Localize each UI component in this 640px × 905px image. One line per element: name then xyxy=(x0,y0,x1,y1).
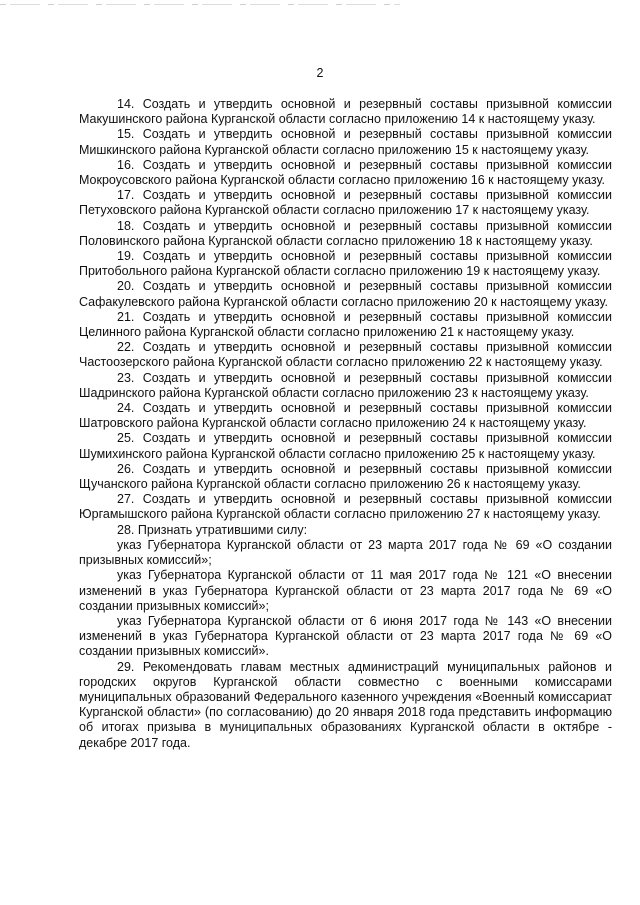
paragraph-27: 27. Создать и утвердить основной и резервный составы призывной комиссии Юргамышского района Курганской области согласно приложению 27 к настоящему указу. xyxy=(79,492,612,522)
paragraph-21: 21. Создать и утвердить основной и резервный составы призывной комиссии Целинного района Курганской области согласно приложению 21 к настоящему указу. xyxy=(79,309,612,340)
paragraph-28-item-3: указ Губернатора Курганской области от 6 июня 2017 года № 143 «О внесении изменений в указ Губернатора Курганской области от 23 марта 2017 года № 69 «О создании призывных комиссий». xyxy=(79,613,612,659)
scan-artifact-line xyxy=(0,4,400,5)
document-body xyxy=(79,97,612,751)
paragraph-16: 16. Создать и утвердить основной и резервный составы призывной комиссии Мокроусовского района Курганской области согласно приложению 16 к настоящему указу. xyxy=(79,157,612,188)
paragraph-14: 14. Создать и утвердить основной и резервный составы призывной комиссии Макушинского района Курганской области согласно приложению 14 к настоящему указу. xyxy=(79,97,612,127)
paragraph-15: 15. Создать и утвердить основной и резервный составы призывной комиссии Мишкинского района Курганской области согласно приложению 15 к настоящему указу. xyxy=(79,127,612,157)
paragraph-22: 22. Создать и утвердить основной и резервный составы призывной комиссии Частоозерского района Курганской области согласно приложению 22 к настоящему указу. xyxy=(79,340,612,370)
paragraph-24: 24. Создать и утвердить основной и резервный составы призывной комиссии Шатровского района Курганской области согласно приложению 24 к настоящему указу. xyxy=(79,401,612,431)
paragraph-28: 28. Признать утратившими силу: xyxy=(117,522,308,537)
paragraph-28-item-1: указ Губернатора Курганской области от 23 марта 2017 года № 69 «О создании призывных комиссий»; xyxy=(79,537,612,568)
paragraph-20: 20. Создать и утвердить основной и резервный составы призывной комиссии Сафакулевского района Курганской области согласно приложению 20 к настоящему указу. xyxy=(79,279,612,309)
paragraph-28-item-2: указ Губернатора Курганской области от 11 мая 2017 года № 121 «О внесении изменений в указ Губернатора Курганской области от 23 марта 2017 года № 69 «О создании призывных комиссий»; xyxy=(79,568,612,613)
paragraph-19: 19. Создать и утвердить основной и резервный составы призывной комиссии Притобольного района Курганской области согласно приложению 19 к настоящему указу. xyxy=(79,249,612,279)
paragraph-23: 23. Создать и утвердить основной и резервный составы призывной комиссии Шадринского района Курганской области согласно приложению 23 к настоящему указу. xyxy=(79,370,612,400)
paragraph-25: 25. Создать и утвердить основной и резервный составы призывной комиссии Шумихинского района Курганской области согласно приложению 25 к настоящему указу. xyxy=(79,431,612,461)
page-number: 2 xyxy=(316,66,324,80)
paragraph-26: 26. Создать и утвердить основной и резервный составы призывной комиссии Щучанского района Курганской области согласно приложению 26 к настоящему указу. xyxy=(79,461,612,492)
paragraph-29: 29. Рекомендовать главам местных администраций муниципальных районов и городских округов Курганской области совместно с военными комиссарами муниципальных образований Федерального казенного учреждения «Военный комиссариат Курганской области» (по согласованию) до 20 января 2018 года представить информацию об итогах призыва в муниципальных образованиях Курганской области в октябре - декабре 2017 года. xyxy=(79,659,612,750)
paragraph-17: 17. Создать и утвердить основной и резервный составы призывной комиссии Петуховского района Курганской области согласно приложению 17 к настоящему указу. xyxy=(79,188,612,218)
paragraph-18: 18. Создать и утвердить основной и резервный составы призывной комиссии Половинского района Курганской области согласно приложению 18 к настоящему указу. xyxy=(79,218,612,248)
